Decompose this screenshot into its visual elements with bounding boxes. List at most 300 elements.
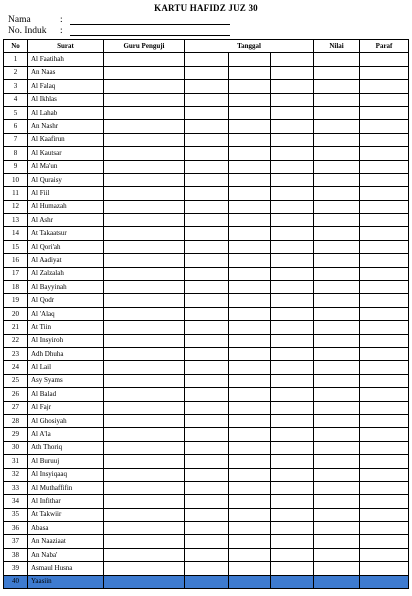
nilai-cell[interactable] <box>314 562 360 575</box>
table-row <box>4 214 409 227</box>
guru-cell[interactable] <box>104 468 185 481</box>
paraf-cell[interactable] <box>360 548 409 561</box>
nilai-cell[interactable] <box>314 173 360 186</box>
nilai-cell[interactable] <box>314 535 360 548</box>
tanggal-cell-2[interactable] <box>229 575 271 588</box>
tanggal-cell-1[interactable] <box>185 414 229 427</box>
paraf-cell[interactable] <box>360 281 409 294</box>
paraf-cell[interactable] <box>360 562 409 575</box>
tanggal-cell-1[interactable] <box>185 66 229 79</box>
tanggal-cell-2[interactable] <box>229 66 271 79</box>
guru-cell[interactable] <box>104 321 185 334</box>
surat-name: Al 'Alaq <box>28 307 104 320</box>
tanggal-cell-3[interactable] <box>271 374 314 387</box>
header-nilai: Nilai <box>314 40 360 53</box>
tanggal-cell-2[interactable] <box>229 187 271 200</box>
table-row <box>4 428 409 441</box>
tanggal-cell-2[interactable] <box>229 428 271 441</box>
paraf-cell[interactable] <box>360 147 409 160</box>
guru-cell[interactable] <box>104 147 185 160</box>
surat-name: Al Lail <box>28 361 104 374</box>
paraf-cell[interactable] <box>360 334 409 347</box>
paraf-cell[interactable] <box>360 160 409 173</box>
tanggal-cell-2[interactable] <box>229 455 271 468</box>
tanggal-cell-1[interactable] <box>185 428 229 441</box>
tanggal-cell-3[interactable] <box>271 120 314 133</box>
surat-name: Adh Dhuha <box>28 347 104 360</box>
nilai-cell[interactable] <box>314 495 360 508</box>
tanggal-cell-1[interactable] <box>185 80 229 93</box>
tanggal-cell-1[interactable] <box>185 93 229 106</box>
tanggal-cell-3[interactable] <box>271 562 314 575</box>
guru-cell[interactable] <box>104 294 185 307</box>
table-row <box>4 93 409 106</box>
guru-cell[interactable] <box>104 522 185 535</box>
guru-cell[interactable] <box>104 120 185 133</box>
tanggal-cell-1[interactable] <box>185 468 229 481</box>
tanggal-cell-2[interactable] <box>229 307 271 320</box>
surat-name: Al Lahab <box>28 106 104 119</box>
tanggal-cell-3[interactable] <box>271 508 314 521</box>
table-row <box>4 281 409 294</box>
tanggal-cell-2[interactable] <box>229 294 271 307</box>
surat-name: Al A'la <box>28 428 104 441</box>
tanggal-cell-1[interactable] <box>185 481 229 494</box>
tanggal-cell-3[interactable] <box>271 307 314 320</box>
guru-cell[interactable] <box>104 173 185 186</box>
row-number: 4 <box>4 93 28 106</box>
paraf-cell[interactable] <box>360 106 409 119</box>
surat-name: Al Fajr <box>28 401 104 414</box>
nilai-cell[interactable] <box>314 575 360 588</box>
tanggal-cell-2[interactable] <box>229 254 271 267</box>
nilai-cell[interactable] <box>314 414 360 427</box>
tanggal-cell-2[interactable] <box>229 120 271 133</box>
paraf-cell[interactable] <box>360 428 409 441</box>
table-row <box>4 481 409 494</box>
paraf-cell[interactable] <box>360 80 409 93</box>
paraf-cell[interactable] <box>360 347 409 360</box>
nilai-cell[interactable] <box>314 240 360 253</box>
nilai-cell[interactable] <box>314 200 360 213</box>
row-number: 7 <box>4 133 28 146</box>
tanggal-cell-2[interactable] <box>229 133 271 146</box>
guru-cell[interactable] <box>104 548 185 561</box>
nilai-cell[interactable] <box>314 428 360 441</box>
tanggal-cell-3[interactable] <box>271 200 314 213</box>
tanggal-cell-1[interactable] <box>185 455 229 468</box>
tanggal-cell-1[interactable] <box>185 254 229 267</box>
tanggal-cell-2[interactable] <box>229 441 271 454</box>
surat-name: At Tiin <box>28 321 104 334</box>
surat-name: Asmaul Husna <box>28 562 104 575</box>
nilai-cell[interactable] <box>314 508 360 521</box>
nilai-cell[interactable] <box>314 80 360 93</box>
guru-cell[interactable] <box>104 481 185 494</box>
tanggal-cell-1[interactable] <box>185 147 229 160</box>
guru-cell[interactable] <box>104 214 185 227</box>
guru-cell[interactable] <box>104 281 185 294</box>
guru-cell[interactable] <box>104 334 185 347</box>
table-row <box>4 173 409 186</box>
row-number: 3 <box>4 80 28 93</box>
tanggal-cell-3[interactable] <box>271 214 314 227</box>
paraf-cell[interactable] <box>360 321 409 334</box>
guru-cell[interactable] <box>104 455 185 468</box>
nilai-cell[interactable] <box>314 347 360 360</box>
table-row <box>4 548 409 561</box>
guru-cell[interactable] <box>104 80 185 93</box>
tanggal-cell-1[interactable] <box>185 495 229 508</box>
tanggal-cell-1[interactable] <box>185 575 229 588</box>
nilai-cell[interactable] <box>314 548 360 561</box>
tanggal-cell-2[interactable] <box>229 227 271 240</box>
tanggal-cell-1[interactable] <box>185 214 229 227</box>
nilai-cell[interactable] <box>314 281 360 294</box>
row-number: 5 <box>4 106 28 119</box>
tanggal-cell-3[interactable] <box>271 414 314 427</box>
paraf-cell[interactable] <box>360 120 409 133</box>
tanggal-cell-2[interactable] <box>229 321 271 334</box>
row-number: 19 <box>4 294 28 307</box>
guru-cell[interactable] <box>104 361 185 374</box>
row-number: 29 <box>4 428 28 441</box>
tanggal-cell-3[interactable] <box>271 455 314 468</box>
paraf-cell[interactable] <box>360 495 409 508</box>
table-row <box>4 401 409 414</box>
tanggal-cell-2[interactable] <box>229 522 271 535</box>
tanggal-cell-3[interactable] <box>271 361 314 374</box>
paraf-cell[interactable] <box>360 173 409 186</box>
nilai-cell[interactable] <box>314 106 360 119</box>
tanggal-cell-1[interactable] <box>185 53 229 66</box>
paraf-cell[interactable] <box>360 401 409 414</box>
paraf-cell[interactable] <box>360 481 409 494</box>
paraf-cell[interactable] <box>360 468 409 481</box>
nilai-cell[interactable] <box>314 227 360 240</box>
row-number: 38 <box>4 548 28 561</box>
guru-cell[interactable] <box>104 562 185 575</box>
tanggal-cell-1[interactable] <box>185 240 229 253</box>
paraf-cell[interactable] <box>360 200 409 213</box>
nilai-cell[interactable] <box>314 455 360 468</box>
table-row <box>4 187 409 200</box>
surat-name: An Naas <box>28 66 104 79</box>
nilai-cell[interactable] <box>314 361 360 374</box>
guru-cell[interactable] <box>104 495 185 508</box>
guru-cell[interactable] <box>104 200 185 213</box>
table-row <box>4 147 409 160</box>
guru-cell[interactable] <box>104 240 185 253</box>
tanggal-cell-2[interactable] <box>229 160 271 173</box>
guru-cell[interactable] <box>104 254 185 267</box>
guru-cell[interactable] <box>104 227 185 240</box>
tanggal-cell-3[interactable] <box>271 160 314 173</box>
tanggal-cell-1[interactable] <box>185 307 229 320</box>
tanggal-cell-2[interactable] <box>229 401 271 414</box>
tanggal-cell-2[interactable] <box>229 53 271 66</box>
paraf-cell[interactable] <box>360 455 409 468</box>
tanggal-cell-2[interactable] <box>229 347 271 360</box>
paraf-cell[interactable] <box>360 575 409 588</box>
paraf-cell[interactable] <box>360 441 409 454</box>
hafidz-table <box>3 39 409 589</box>
tanggal-cell-1[interactable] <box>185 281 229 294</box>
row-number: 13 <box>4 214 28 227</box>
guru-cell[interactable] <box>104 401 185 414</box>
tanggal-cell-3[interactable] <box>271 294 314 307</box>
table-row <box>4 334 409 347</box>
nilai-cell[interactable] <box>314 214 360 227</box>
tanggal-cell-3[interactable] <box>271 147 314 160</box>
id-colon: : <box>60 26 63 36</box>
tanggal-cell-2[interactable] <box>229 535 271 548</box>
tanggal-cell-2[interactable] <box>229 388 271 401</box>
tanggal-cell-3[interactable] <box>271 428 314 441</box>
surat-name: Al Quraisy <box>28 173 104 186</box>
guru-cell[interactable] <box>104 414 185 427</box>
paraf-cell[interactable] <box>360 93 409 106</box>
tanggal-cell-3[interactable] <box>271 106 314 119</box>
table-row <box>4 321 409 334</box>
tanggal-cell-2[interactable] <box>229 267 271 280</box>
tanggal-cell-3[interactable] <box>271 173 314 186</box>
tanggal-cell-3[interactable] <box>271 468 314 481</box>
tanggal-cell-1[interactable] <box>185 200 229 213</box>
tanggal-cell-1[interactable] <box>185 294 229 307</box>
paraf-cell[interactable] <box>360 374 409 387</box>
guru-cell[interactable] <box>104 66 185 79</box>
surat-name: Al Ikhlas <box>28 93 104 106</box>
id-row <box>8 26 68 37</box>
table-row <box>4 414 409 427</box>
row-number: 27 <box>4 401 28 414</box>
tanggal-cell-2[interactable] <box>229 80 271 93</box>
nilai-cell[interactable] <box>314 334 360 347</box>
tanggal-cell-3[interactable] <box>271 575 314 588</box>
tanggal-cell-1[interactable] <box>185 388 229 401</box>
tanggal-cell-2[interactable] <box>229 281 271 294</box>
table-row <box>4 495 409 508</box>
header-guru: Guru Penguji <box>104 40 185 53</box>
tanggal-cell-3[interactable] <box>271 388 314 401</box>
tanggal-cell-1[interactable] <box>185 562 229 575</box>
row-number: 17 <box>4 267 28 280</box>
nilai-cell[interactable] <box>314 120 360 133</box>
guru-cell[interactable] <box>104 93 185 106</box>
guru-cell[interactable] <box>104 441 185 454</box>
row-number: 8 <box>4 147 28 160</box>
nilai-cell[interactable] <box>314 321 360 334</box>
guru-cell[interactable] <box>104 374 185 387</box>
tanggal-cell-2[interactable] <box>229 93 271 106</box>
tanggal-cell-1[interactable] <box>185 334 229 347</box>
tanggal-cell-2[interactable] <box>229 240 271 253</box>
tanggal-cell-3[interactable] <box>271 535 314 548</box>
tanggal-cell-3[interactable] <box>271 481 314 494</box>
nilai-cell[interactable] <box>314 133 360 146</box>
tanggal-cell-2[interactable] <box>229 548 271 561</box>
paraf-cell[interactable] <box>360 414 409 427</box>
paraf-cell[interactable] <box>360 361 409 374</box>
name-label: Nama <box>8 15 31 25</box>
tanggal-cell-3[interactable] <box>271 133 314 146</box>
nilai-cell[interactable] <box>314 187 360 200</box>
nilai-cell[interactable] <box>314 147 360 160</box>
paraf-cell[interactable] <box>360 535 409 548</box>
nilai-cell[interactable] <box>314 401 360 414</box>
tanggal-cell-1[interactable] <box>185 173 229 186</box>
nilai-cell[interactable] <box>314 468 360 481</box>
surat-name: An Naba' <box>28 548 104 561</box>
table-row <box>4 441 409 454</box>
surat-name: Al Insyiqaaq <box>28 468 104 481</box>
paraf-cell[interactable] <box>360 240 409 253</box>
guru-cell[interactable] <box>104 267 185 280</box>
tanggal-cell-1[interactable] <box>185 187 229 200</box>
nilai-cell[interactable] <box>314 522 360 535</box>
paraf-cell[interactable] <box>360 53 409 66</box>
paraf-cell[interactable] <box>360 214 409 227</box>
guru-cell[interactable] <box>104 508 185 521</box>
tanggal-cell-2[interactable] <box>229 334 271 347</box>
tanggal-cell-1[interactable] <box>185 267 229 280</box>
surat-name: Al Aadiyat <box>28 254 104 267</box>
nilai-cell[interactable] <box>314 388 360 401</box>
paraf-cell[interactable] <box>360 508 409 521</box>
tanggal-cell-3[interactable] <box>271 227 314 240</box>
tanggal-cell-1[interactable] <box>185 522 229 535</box>
tanggal-cell-3[interactable] <box>271 334 314 347</box>
guru-cell[interactable] <box>104 535 185 548</box>
paraf-cell[interactable] <box>360 388 409 401</box>
row-number: 10 <box>4 173 28 186</box>
guru-cell[interactable] <box>104 388 185 401</box>
tanggal-cell-3[interactable] <box>271 347 314 360</box>
tanggal-cell-3[interactable] <box>271 240 314 253</box>
tanggal-cell-2[interactable] <box>229 147 271 160</box>
tanggal-cell-1[interactable] <box>185 535 229 548</box>
table-row <box>4 66 409 79</box>
tanggal-cell-3[interactable] <box>271 80 314 93</box>
guru-cell[interactable] <box>104 187 185 200</box>
tanggal-cell-2[interactable] <box>229 200 271 213</box>
tanggal-cell-1[interactable] <box>185 227 229 240</box>
row-number: 34 <box>4 495 28 508</box>
tanggal-cell-1[interactable] <box>185 374 229 387</box>
guru-cell[interactable] <box>104 53 185 66</box>
tanggal-cell-2[interactable] <box>229 495 271 508</box>
nilai-cell[interactable] <box>314 441 360 454</box>
tanggal-cell-3[interactable] <box>271 522 314 535</box>
paraf-cell[interactable] <box>360 187 409 200</box>
paraf-cell[interactable] <box>360 227 409 240</box>
tanggal-cell-1[interactable] <box>185 441 229 454</box>
name-row <box>8 15 68 26</box>
tanggal-cell-2[interactable] <box>229 374 271 387</box>
nilai-cell[interactable] <box>314 481 360 494</box>
guru-cell[interactable] <box>104 307 185 320</box>
tanggal-cell-1[interactable] <box>185 401 229 414</box>
guru-cell[interactable] <box>104 160 185 173</box>
row-number: 2 <box>4 66 28 79</box>
tanggal-cell-3[interactable] <box>271 254 314 267</box>
surat-name: Al Qodr <box>28 294 104 307</box>
tanggal-cell-3[interactable] <box>271 66 314 79</box>
tanggal-cell-1[interactable] <box>185 120 229 133</box>
name-colon: : <box>60 15 63 25</box>
row-number: 25 <box>4 374 28 387</box>
tanggal-cell-2[interactable] <box>229 508 271 521</box>
row-number: 1 <box>4 53 28 66</box>
nilai-cell[interactable] <box>314 374 360 387</box>
tanggal-cell-1[interactable] <box>185 347 229 360</box>
nilai-cell[interactable] <box>314 294 360 307</box>
tanggal-cell-1[interactable] <box>185 321 229 334</box>
tanggal-cell-2[interactable] <box>229 106 271 119</box>
tanggal-cell-3[interactable] <box>271 53 314 66</box>
tanggal-cell-3[interactable] <box>271 401 314 414</box>
guru-cell[interactable] <box>104 347 185 360</box>
nilai-cell[interactable] <box>314 160 360 173</box>
nilai-cell[interactable] <box>314 93 360 106</box>
tanggal-cell-3[interactable] <box>271 281 314 294</box>
paraf-cell[interactable] <box>360 294 409 307</box>
nilai-cell[interactable] <box>314 254 360 267</box>
tanggal-cell-3[interactable] <box>271 267 314 280</box>
tanggal-cell-1[interactable] <box>185 106 229 119</box>
tanggal-cell-1[interactable] <box>185 361 229 374</box>
surat-name: Al Balad <box>28 388 104 401</box>
tanggal-cell-2[interactable] <box>229 562 271 575</box>
tanggal-cell-3[interactable] <box>271 548 314 561</box>
nilai-cell[interactable] <box>314 307 360 320</box>
guru-cell[interactable] <box>104 428 185 441</box>
nilai-cell[interactable] <box>314 53 360 66</box>
surat-name: Al Ma'un <box>28 160 104 173</box>
row-number: 33 <box>4 481 28 494</box>
paraf-cell[interactable] <box>360 133 409 146</box>
nilai-cell[interactable] <box>314 267 360 280</box>
paraf-cell[interactable] <box>360 267 409 280</box>
guru-cell[interactable] <box>104 106 185 119</box>
tanggal-cell-2[interactable] <box>229 414 271 427</box>
tanggal-cell-2[interactable] <box>229 214 271 227</box>
guru-cell[interactable] <box>104 133 185 146</box>
tanggal-cell-3[interactable] <box>271 495 314 508</box>
tanggal-cell-3[interactable] <box>271 441 314 454</box>
tanggal-cell-2[interactable] <box>229 481 271 494</box>
surat-name: Al Infithar <box>28 495 104 508</box>
tanggal-cell-1[interactable] <box>185 133 229 146</box>
tanggal-cell-2[interactable] <box>229 468 271 481</box>
tanggal-cell-3[interactable] <box>271 187 314 200</box>
guru-cell[interactable] <box>104 575 185 588</box>
tanggal-cell-3[interactable] <box>271 93 314 106</box>
paraf-cell[interactable] <box>360 254 409 267</box>
paraf-cell[interactable] <box>360 522 409 535</box>
tanggal-cell-2[interactable] <box>229 361 271 374</box>
tanggal-cell-1[interactable] <box>185 548 229 561</box>
nilai-cell[interactable] <box>314 66 360 79</box>
tanggal-cell-2[interactable] <box>229 173 271 186</box>
tanggal-cell-1[interactable] <box>185 508 229 521</box>
paraf-cell[interactable] <box>360 66 409 79</box>
table-row <box>4 522 409 535</box>
tanggal-cell-3[interactable] <box>271 321 314 334</box>
tanggal-cell-1[interactable] <box>185 160 229 173</box>
paraf-cell[interactable] <box>360 307 409 320</box>
